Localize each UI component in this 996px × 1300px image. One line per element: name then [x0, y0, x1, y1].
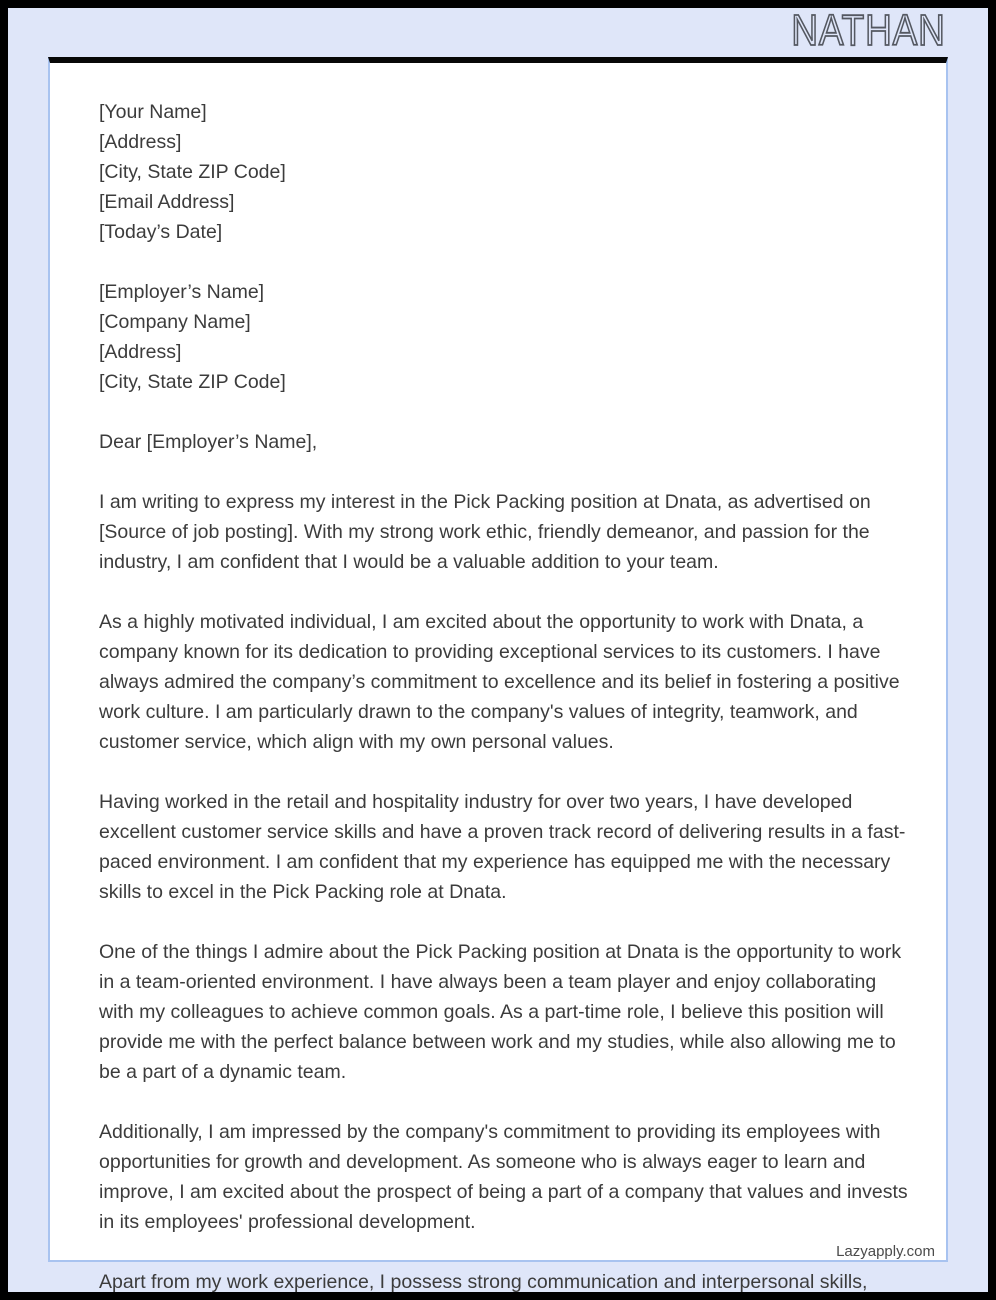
recipient-address-line: [Address]: [99, 341, 182, 363]
date-line: [Today’s Date]: [99, 221, 223, 243]
paragraph-skills-overflow: Apart from my work experience, I possess strong communication and interpersonal skills,: [99, 1271, 868, 1293]
paragraph-teamwork: One of the things I admire about the Pick Packing position at Dnata is the opportunity to work in a team-oriented environment. I have always been a team player and enjoy collaborating with my colleagues to achieve common goals. As a part-time role, I believe this position will provide me with the perfect balance between work and my studies, while also allowing me to be a part of a dynamic team.: [99, 941, 902, 1083]
paragraph-experience: Having worked in the retail and hospitality industry for over two years, I have developed excellent customer service skills and have a proven track record of delivering results in a fast-paced environment. I am confident that my experience has equipped me with the necessary skills to excel in the Pick Packing role at Dnata.: [99, 791, 906, 903]
recipient-address-block: [99, 277, 912, 397]
salutation: Dear [Employer’s Name],: [99, 431, 318, 453]
recipient-city-line: [City, State ZIP Code]: [99, 371, 286, 393]
sender-address-line: [Address]: [99, 131, 182, 153]
paragraph-growth: Additionally, I am impressed by the company's commitment to providing its employees with opportunities for growth and development. As someone who is always eager to learn and improve, I am excited about the prospect of being a part of a company that values and invests in its employees' professional development.: [99, 1121, 908, 1233]
paragraph-motivation: As a highly motivated individual, I am excited about the opportunity to work with Dnata, a company known for its dedication to providing exceptional services to its customers. I have always admired the company’s commitment to excellence and its belief in fostering a positive work culture. I am particularly drawn to the company's values of integrity, teamwork, and customer service, which align with my own personal values.: [99, 611, 900, 753]
brand-logo: NATHAN: [791, 6, 946, 55]
lazyapply-watermark: Lazyapply.com: [836, 1243, 935, 1260]
sender-email-line: [Email Address]: [99, 191, 235, 213]
letter-content: [99, 97, 912, 1300]
sender-address-block: [99, 97, 912, 247]
sender-name-line: [Your Name]: [99, 101, 207, 123]
recipient-name-line: [Employer’s Name]: [99, 281, 265, 303]
paragraph-intro: I am writing to express my interest in the Pick Packing position at Dnata, as advertised on [Source of job posting]. With my strong work ethic, friendly demeanor, and passion for the industry, I am confident that I would be a valuable addition to your team.: [99, 491, 871, 573]
recipient-company-line: [Company Name]: [99, 311, 251, 333]
sender-city-line: [City, State ZIP Code]: [99, 161, 286, 183]
